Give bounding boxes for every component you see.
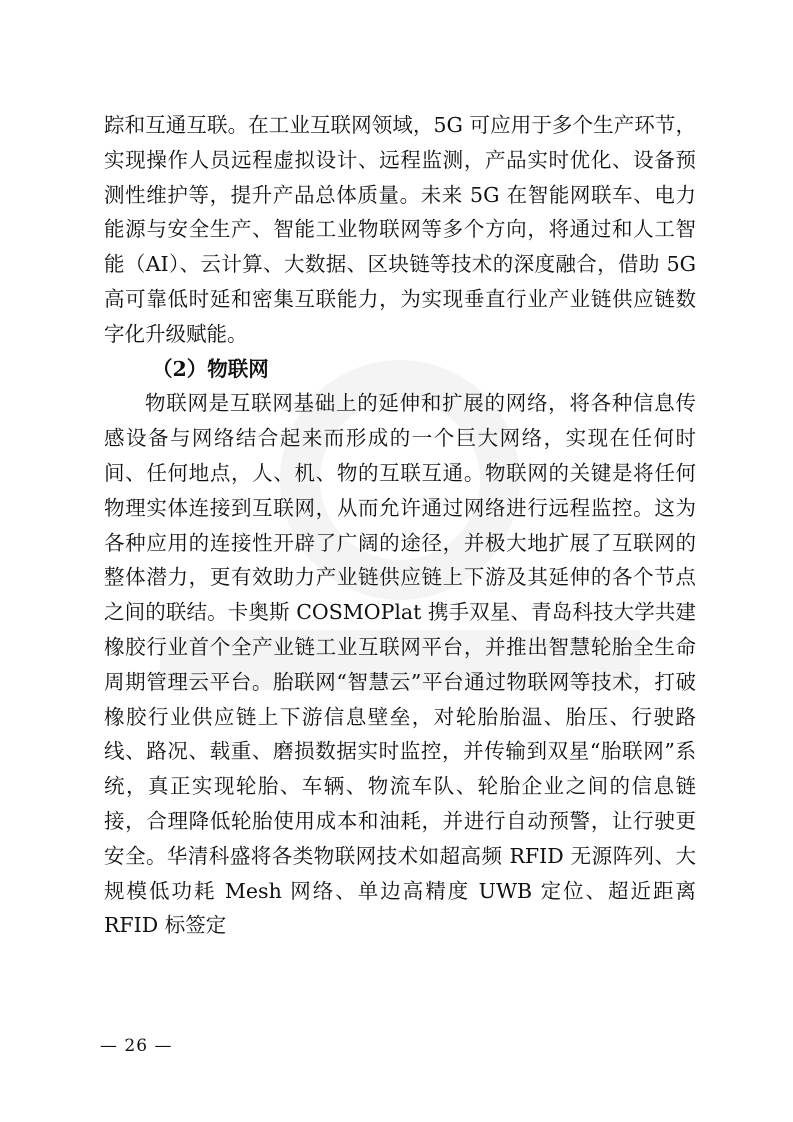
section-heading: （2）物联网 <box>152 356 269 381</box>
section-paragraph: 物联网是互联网基础上的延伸和扩展的网络，将各种信息传感设备与网络结合起来而形成的一个巨大网络，实现在任何时间、任何地点，人、机、物的互联互通。物联网的关键是将任何物理实体连接到互联网，从而允许通过网络进行远程监控。这为各种应用的连接性开辟了广阔的途径，并极大地扩展了互联网的整体潜力，更有效助力产业链供应链上下游及其延伸的各个节点之间的联结。卡奥斯 COSMOPlat 携手双星、青岛科技大学共建橡胶行业首个全产业链工业互联网平台，并推出智慧轮胎全生命周期管理云平台。胎联网“智慧云”平台通过物联网等技术，打破橡胶行业供应链上下游信息壁垒，对轮胎胎温、胎压、行驶路线、路况、载重、磨损数据实时监控，并传输到双星“胎联网”系统，真正实现轮胎、车辆、物流车队、轮胎企业之间的信息链接，合理降低轮胎使用成本和油耗，并进行自动预警，让行驶更安全。华清科盛将各类物联网技术如超高频 RFID 无源阵列、大规模低功耗 Mesh 网络、单边高精度 UWB 定位、超近距离 RFID 标签定 <box>104 391 696 938</box>
body-text <box>104 108 696 943</box>
paragraph: 踪和互通互联。在工业互联网领域，5G 可应用于多个生产环节，实现操作人员远程虚拟设计、远程监测，产品实时优化、设备预测性维护等，提升产品总体质量。未来 5G 在智能网联车、电力能源与安全生产、智能工业物联网等多个方向，将通过和人工智能（AI）、云计算、大数据、区块链等技术的深度融合，借助 5G 高可靠低时延和密集互联能力，为实现垂直行业产业链供应链数字化升级赋能。 <box>104 113 696 346</box>
page-number: — 26 — <box>100 1036 173 1056</box>
